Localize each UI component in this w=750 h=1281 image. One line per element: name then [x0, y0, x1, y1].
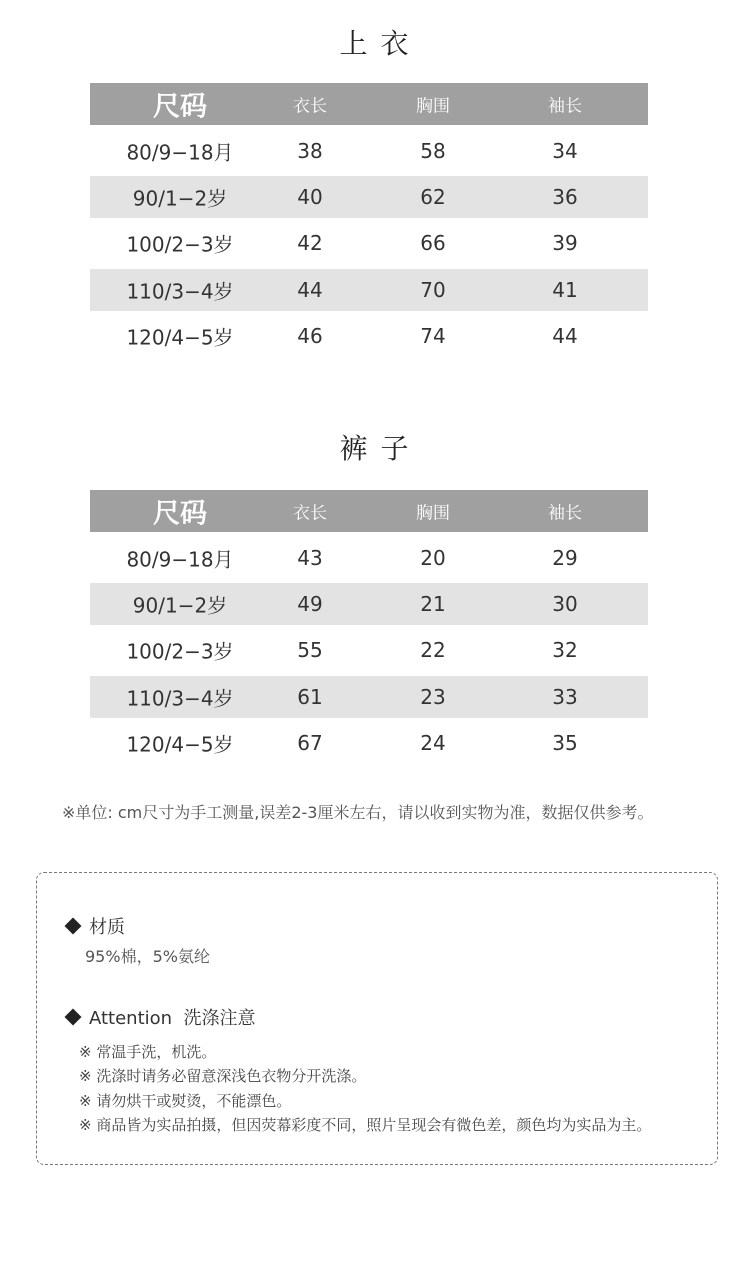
cell-size: 100/2−3岁 — [126, 232, 234, 257]
table-row — [90, 676, 648, 718]
header-chest: 胸围 — [416, 96, 450, 117]
cell-chest: 66 — [420, 231, 446, 255]
cell-sleeve: 30 — [552, 592, 578, 616]
cell-sleeve: 36 — [552, 185, 578, 209]
header-sleeve: 袖长 — [548, 503, 582, 524]
cell-chest: 70 — [420, 278, 446, 302]
cell-size: 110/3−4岁 — [126, 279, 234, 304]
table-row — [90, 629, 648, 671]
cell-length: 43 — [297, 546, 323, 570]
table-row — [90, 222, 648, 264]
cell-chest: 74 — [420, 324, 446, 348]
header-size: 尺码 — [153, 91, 207, 123]
cell-size: 80/9−18月 — [126, 140, 234, 165]
cell-length: 67 — [297, 731, 323, 755]
cell-sleeve: 44 — [552, 324, 578, 348]
pants-title: 裤 子 — [339, 432, 411, 465]
cell-length: 42 — [297, 231, 323, 255]
cell-length: 40 — [297, 185, 323, 209]
table-row — [90, 130, 648, 172]
cell-length: 38 — [297, 139, 323, 163]
cell-size: 120/4−5岁 — [126, 732, 234, 757]
cell-size: 90/1−2岁 — [132, 593, 228, 618]
cell-sleeve: 33 — [552, 685, 578, 709]
material-heading — [65, 913, 125, 939]
material-value: 95%棉，5%氨纶 — [85, 947, 210, 966]
header-length: 衣长 — [293, 96, 327, 117]
table-row — [90, 315, 648, 357]
cell-length: 49 — [297, 592, 323, 616]
tops-size-table — [90, 83, 648, 357]
pants-size-table — [90, 490, 648, 764]
cell-chest: 62 — [420, 185, 446, 209]
header-sleeve: 袖长 — [548, 96, 582, 117]
table-row — [90, 269, 648, 311]
cell-size: 80/9−18月 — [126, 547, 234, 572]
care-line: ※ 常温手洗，机洗。 — [79, 1043, 217, 1061]
cell-size: 110/3−4岁 — [126, 686, 234, 711]
table-row — [90, 583, 648, 625]
cell-chest: 21 — [420, 592, 446, 616]
cell-chest: 23 — [420, 685, 446, 709]
cell-chest: 58 — [420, 139, 446, 163]
cell-size: 120/4−5岁 — [126, 325, 234, 350]
cell-sleeve: 34 — [552, 139, 578, 163]
cell-length: 44 — [297, 278, 323, 302]
cell-sleeve: 32 — [552, 638, 578, 662]
cell-length: 55 — [297, 638, 323, 662]
tops-title: 上 衣 — [339, 27, 411, 60]
cell-sleeve: 35 — [552, 731, 578, 755]
care-heading-label: Attention 洗涤注意 — [89, 1008, 256, 1029]
cell-sleeve: 29 — [552, 546, 578, 570]
cell-length: 61 — [297, 685, 323, 709]
cell-chest: 22 — [420, 638, 446, 662]
header-length: 衣长 — [293, 503, 327, 524]
cell-length: 46 — [297, 324, 323, 348]
care-line: ※ 请勿烘干或熨烫，不能漂色。 — [79, 1092, 292, 1110]
diamond-bullet-icon — [65, 1009, 82, 1026]
material-heading-label: 材质 — [89, 917, 125, 938]
cell-sleeve: 39 — [552, 231, 578, 255]
table-row — [90, 176, 648, 218]
header-chest: 胸围 — [416, 503, 450, 524]
care-info-box — [36, 872, 718, 1165]
table-row — [90, 722, 648, 764]
measurement-note: ※单位: cm尺寸为手工测量,误差2-3厘米左右，请以收到实物为准，数据仅供参考。 — [62, 803, 654, 822]
table-header — [90, 490, 648, 532]
cell-chest: 20 — [420, 546, 446, 570]
care-line: ※ 商品皆为实品拍摄，但因荧幕彩度不同，照片呈现会有微色差，颜色均为实品为主。 — [79, 1116, 652, 1134]
cell-size: 100/2−3岁 — [126, 639, 234, 664]
cell-chest: 24 — [420, 731, 446, 755]
diamond-bullet-icon — [65, 918, 82, 935]
cell-size: 90/1−2岁 — [132, 186, 228, 211]
cell-sleeve: 41 — [552, 278, 578, 302]
care-heading — [65, 1004, 256, 1030]
table-header — [90, 83, 648, 125]
care-line: ※ 洗涤时请务必留意深浅色衣物分开洗涤。 — [79, 1067, 367, 1085]
table-row — [90, 537, 648, 579]
header-size: 尺码 — [153, 498, 207, 530]
